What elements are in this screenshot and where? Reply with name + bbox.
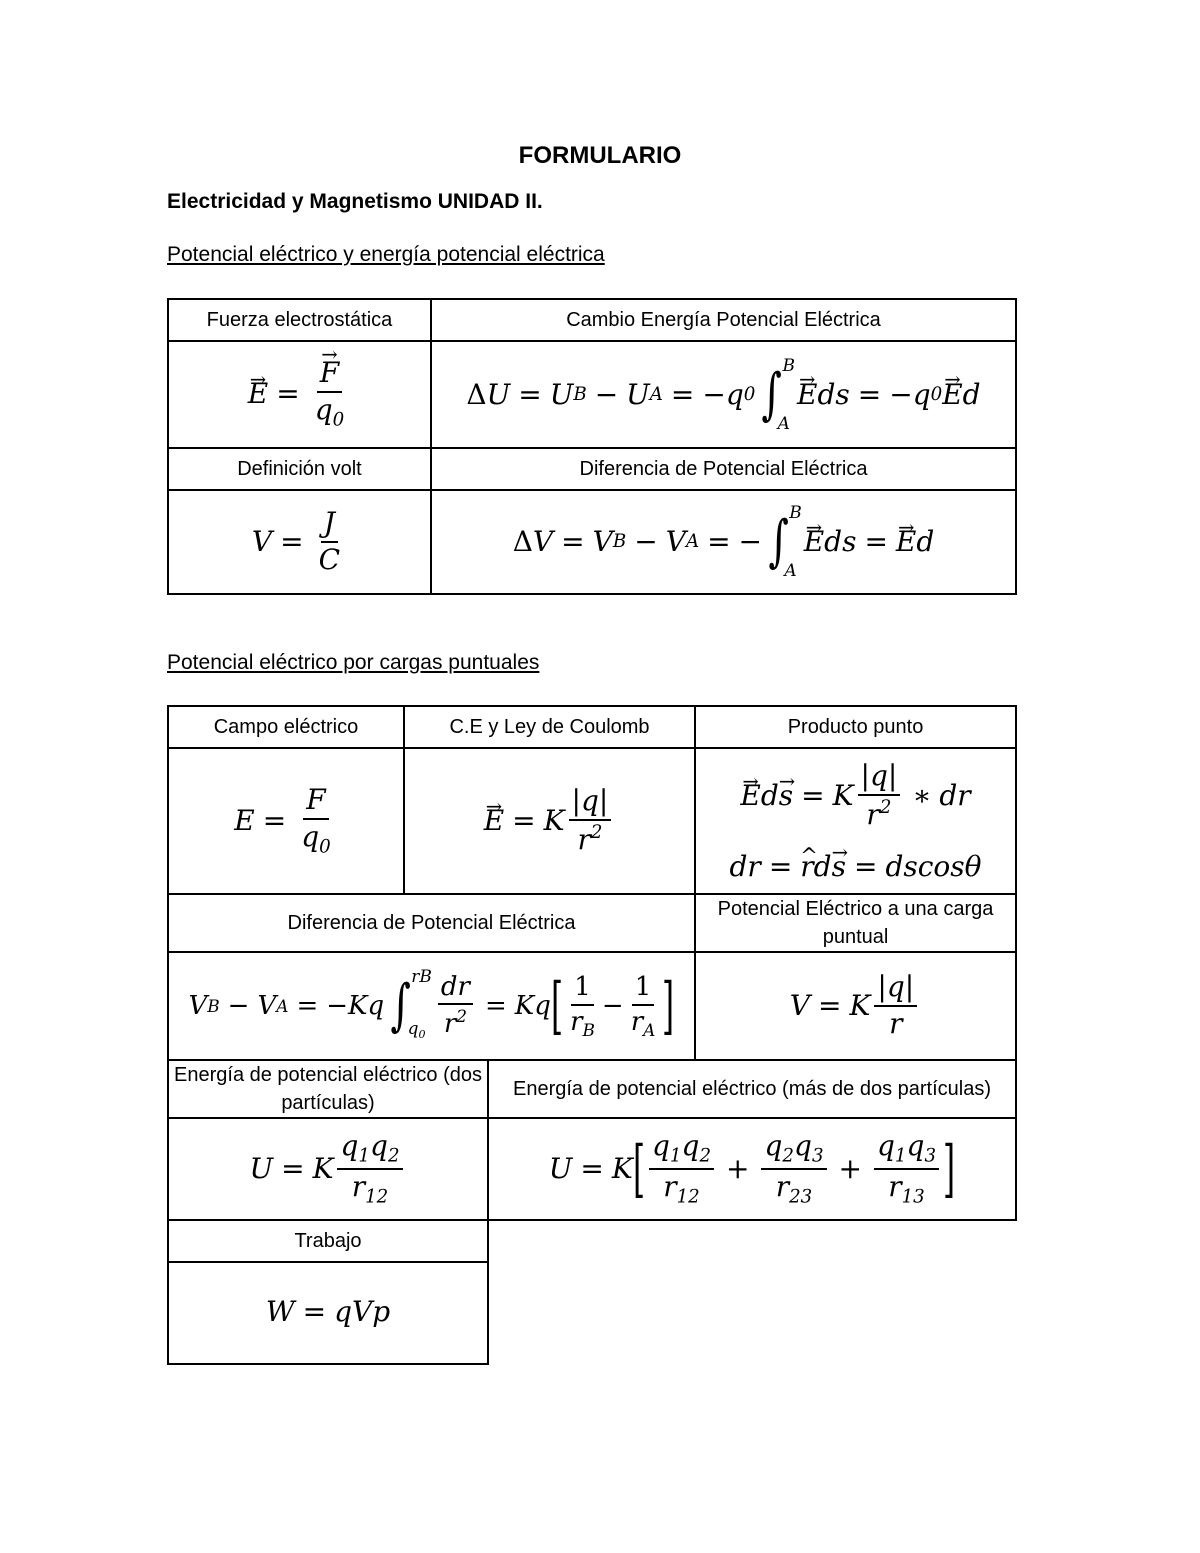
header-potencial-carga-puntual: Potencial Eléctrico a una carga puntual — [695, 894, 1016, 952]
formula-ley-coulomb: → E = K $\frac{|q|}{r^2}$ — [404, 748, 695, 894]
header-energia-mas-particulas: Energía de potencial eléctrico (más de dos partículas) — [488, 1060, 1016, 1118]
section-heading-cargas-puntuales: Potencial eléctrico por cargas puntuales — [167, 651, 540, 674]
formula-energia-dos-particulas: U = K $\frac{q_1q_2}{r_{12}}$ — [168, 1118, 488, 1220]
empty-cell — [488, 1220, 1016, 1262]
empty-cell — [488, 1262, 1016, 1364]
header-cambio-energia: Cambio Energía Potencial Eléctrica — [431, 299, 1016, 341]
header-energia-dos-particulas: Energía de potencial eléctrico (dos partículas) — [168, 1060, 488, 1118]
formula-diferencia-potencial: Δ V = V B − V A = − ∫ B A → E ds = → E d — [431, 490, 1016, 594]
header-fuerza-electrostatica: Fuerza electrostática — [168, 299, 431, 341]
header-ce-ley-coulomb: C.E y Ley de Coulomb — [404, 706, 695, 748]
formula-diferencia-potencial-cargas: V B − V A = −Kq ∫ rB $q_0$ $\frac{dr}{r^2}$ = Kq [ $\frac{1}{r_B}$ − $\frac{1}{r_A}$ ] — [168, 952, 695, 1060]
header-trabajo: Trabajo — [168, 1220, 488, 1262]
formula-table-potencial-energia — [167, 298, 1017, 595]
section-heading-potencial-energia: Potencial eléctrico y energía potencial eléctrica — [167, 243, 605, 266]
formula-energia-mas-particulas: U = K [ $\frac{q_1q_2}{r_{12}}$ + $\frac{q_2q_3}{r_{23}}$ + $\frac{q_1q_3}{r_{13}}$ ] — [488, 1118, 1016, 1220]
header-diferencia-potencial-cargas: Diferencia de Potencial Eléctrica — [168, 894, 695, 952]
formula-table-cargas-puntuales — [167, 705, 1017, 1365]
formula-trabajo: W = qVp — [168, 1262, 488, 1364]
formula-potencial-carga-puntual: V = K $\frac{|q|}{r}$ — [695, 952, 1016, 1060]
formula-campo-electrico: E = $\frac{F}{q_0}$ — [168, 748, 404, 894]
formula-fuerza-electrostatica: → E = → $\frac{F}{q_0}$ — [168, 341, 431, 448]
header-diferencia-potencial: Diferencia de Potencial Eléctrica — [431, 448, 1016, 490]
page-title: FORMULARIO — [518, 142, 682, 169]
header-definicion-volt: Definición volt — [168, 448, 431, 490]
header-producto-punto: Producto punto — [695, 706, 1016, 748]
page-subtitle: Electricidad y Magnetismo UNIDAD II. — [167, 190, 543, 213]
formula-definicion-volt: V = $\frac{J}{C}$ — [168, 490, 431, 594]
formula-cambio-energia: Δ U = U B − U A = −q 0 ∫ B A → E ds = −q 0 → E d — [431, 341, 1016, 448]
header-campo-electrico: Campo eléctrico — [168, 706, 404, 748]
formula-producto-punto: → E d → s = K $\frac{|q|}{r^2}$ ∗ dr dr =^ rd→ s = dscosθ — [695, 748, 1016, 894]
